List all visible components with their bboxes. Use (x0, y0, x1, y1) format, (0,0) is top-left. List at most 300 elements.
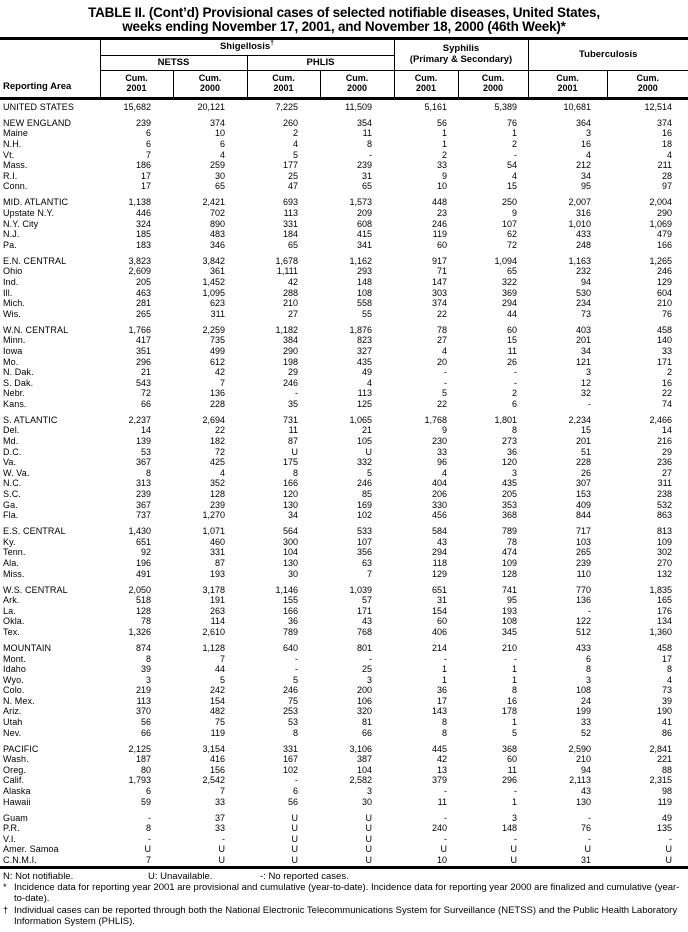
row-value-cell: 240 (431, 823, 447, 834)
row-value-cell: 370 (135, 706, 151, 717)
row-value-cell: - (444, 653, 447, 664)
column-header-cum-2001: Cum. 2001 (100, 70, 173, 98)
row-value-cell: 4 (441, 345, 447, 356)
row-value-cell: 33 (436, 160, 447, 171)
row-value-cell: 246 (656, 266, 673, 277)
row-value-cell: U (365, 812, 372, 823)
row-value-cell: 384 (282, 335, 298, 346)
row-area-label: Guam (3, 812, 28, 823)
table-row (0, 98, 688, 112)
row-value-cell: 8 (145, 823, 151, 834)
table-row (0, 118, 688, 129)
row-value-cell: 239 (575, 557, 591, 568)
row-value-cell: 290 (282, 345, 298, 356)
row-value-cell: 156 (209, 764, 225, 775)
row-value-cell: 155 (282, 595, 298, 606)
row-value-cell: 8 (145, 467, 151, 478)
row-value-cell: 3 (145, 674, 151, 685)
row-value-cell: 604 (656, 287, 673, 298)
row-value-cell: 415 (356, 229, 372, 240)
row-value-cell: 403 (575, 324, 591, 335)
row-value-cell: 1 (441, 139, 447, 150)
row-value-cell: 863 (656, 510, 673, 521)
table-row (0, 786, 688, 797)
row-value-cell: 374 (656, 117, 673, 128)
row-value-cell: 34 (580, 170, 591, 181)
row-value-cell: 332 (356, 457, 372, 468)
row-value-cell: 20,121 (197, 101, 225, 112)
row-value-cell: 813 (656, 526, 673, 537)
row-value-cell: 2,466 (649, 414, 673, 425)
row-value-cell: 564 (282, 526, 298, 537)
table-row (0, 754, 688, 765)
row-value-cell: - (514, 377, 517, 388)
table-row (0, 717, 688, 728)
row-value-cell: 206 (431, 489, 447, 500)
row-value-cell: 14 (140, 425, 151, 436)
row-value-cell: 4 (219, 467, 225, 478)
row-value-cell: - (514, 653, 517, 664)
table-row (0, 685, 688, 696)
column-header-cum-2001: Cum. 2001 (247, 70, 320, 98)
row-value-cell: 71 (436, 266, 447, 277)
row-area-label: R.I. (3, 170, 18, 181)
row-value-cell: 56 (140, 717, 151, 728)
column-header-cum-2000: Cum. 2000 (320, 70, 394, 98)
row-value-cell: 296 (135, 356, 151, 367)
row-value-cell: 1,326 (128, 626, 151, 637)
row-value-cell: 8 (145, 653, 151, 664)
column-header-cum-2000: Cum. 2000 (607, 70, 688, 98)
row-value-cell: 316 (575, 208, 591, 218)
row-value-cell: 43 (580, 786, 591, 797)
row-value-cell: 294 (501, 298, 517, 309)
dagger-marker: † (3, 904, 9, 916)
table-row (0, 834, 688, 845)
row-value-cell: 1,793 (128, 775, 151, 786)
row-value-cell: 75 (287, 695, 298, 706)
row-value-cell: 5 (292, 674, 298, 685)
row-value-cell: 65 (287, 239, 298, 250)
table-body (0, 98, 688, 867)
row-value-cell: 109 (656, 536, 673, 547)
row-value-cell: 10 (436, 181, 447, 192)
row-value-cell: U (291, 823, 298, 834)
row-value-cell: 234 (575, 298, 591, 309)
row-value-cell: 26 (506, 356, 517, 367)
row-value-cell: 22 (214, 425, 225, 436)
row-value-cell: 1 (441, 664, 447, 675)
row-value-cell: 87 (287, 436, 298, 447)
row-value-cell: 313 (135, 478, 151, 489)
row-value-cell: 5 (441, 388, 447, 399)
row-value-cell: 8 (511, 685, 517, 696)
table-row (0, 425, 688, 436)
row-value-cell: 435 (501, 478, 517, 489)
table-row (0, 813, 688, 824)
row-value-cell: 1,128 (202, 642, 225, 653)
row-value-cell: 205 (135, 276, 151, 287)
row-value-cell: 53 (287, 717, 298, 728)
column-header-cum-2000: Cum. 2000 (458, 70, 528, 98)
row-value-cell: 416 (209, 754, 225, 765)
row-value-cell: 307 (575, 478, 591, 489)
table-row (0, 489, 688, 500)
row-value-cell: U (365, 844, 372, 855)
table-row (0, 229, 688, 240)
row-value-cell: 9 (441, 425, 447, 436)
row-value-cell: 331 (282, 218, 298, 229)
row-value-cell: 27 (662, 467, 673, 478)
row-value-cell: 15 (580, 425, 591, 436)
row-value-cell: 367 (135, 499, 151, 510)
row-value-cell: - (222, 833, 225, 844)
row-value-cell: 1 (511, 796, 517, 807)
row-value-cell: - (295, 388, 298, 399)
row-value-cell: 3 (585, 367, 591, 378)
row-value-cell: 17 (662, 653, 673, 664)
table-row (0, 569, 688, 580)
table-row (0, 357, 688, 368)
row-value-cell: 368 (501, 743, 517, 754)
row-value-cell: 260 (282, 117, 298, 128)
row-value-cell: 113 (283, 208, 298, 218)
row-area-label: Tenn. (3, 547, 26, 558)
row-value-cell: 49 (662, 812, 673, 823)
table-row (0, 335, 688, 346)
row-area-label: Ind. (3, 276, 19, 287)
row-value-cell: 121 (575, 356, 591, 367)
row-value-cell: 42 (214, 367, 225, 378)
row-area-label: Ky. (3, 536, 16, 547)
row-value-cell: 105 (356, 436, 372, 447)
row-value-cell: 102 (282, 764, 298, 775)
row-value-cell: 346 (209, 239, 225, 250)
row-area-label: Ala. (3, 557, 19, 568)
table-row (0, 388, 688, 399)
row-value-cell: 72 (506, 239, 517, 250)
row-value-cell: 404 (431, 478, 447, 489)
row-area-label: Minn. (3, 335, 26, 346)
row-value-cell: 433 (575, 229, 591, 240)
row-value-cell: 108 (575, 685, 591, 696)
table-row (0, 197, 688, 208)
row-value-cell: - (444, 377, 447, 388)
table-row (0, 436, 688, 447)
row-value-cell: 166 (282, 605, 298, 616)
table-row (0, 855, 688, 867)
row-value-cell: 623 (209, 298, 225, 309)
row-value-cell: 409 (575, 499, 591, 510)
row-value-cell: U (440, 844, 447, 855)
row-value-cell: 890 (209, 218, 225, 229)
row-value-cell: 15 (506, 335, 517, 346)
row-value-cell: 201 (575, 335, 591, 346)
row-value-cell: 1 (511, 717, 517, 728)
row-value-cell: 1,111 (276, 266, 298, 277)
row-value-cell: 107 (501, 218, 517, 229)
table-row (0, 277, 688, 288)
row-value-cell: 300 (282, 536, 298, 547)
row-area-label: Kans. (3, 398, 27, 409)
row-area-label: Tex. (3, 626, 20, 637)
row-value-cell: U (144, 844, 151, 855)
row-value-cell: 16 (580, 139, 591, 150)
table-row (0, 616, 688, 627)
row-value-cell: 374 (431, 298, 447, 309)
table-row (0, 526, 688, 537)
row-value-cell: 2,004 (649, 197, 673, 208)
row-value-cell: 2,542 (202, 775, 225, 786)
row-value-cell: 59 (140, 796, 151, 807)
row-value-cell: 63 (361, 557, 372, 568)
row-value-cell: U (291, 812, 298, 823)
row-area-label: N. Mex. (3, 695, 35, 706)
row-value-cell: 136 (575, 595, 591, 606)
row-value-cell: 446 (135, 208, 151, 218)
footnote-dagger-text: Individual cases can be reported through both the National Electronic Telecommunications System for Surveillance (NETSS) and the Public Health Laboratory Information System (PHLIS). (14, 904, 678, 927)
row-value-cell: 209 (356, 208, 372, 218)
row-value-cell: 717 (575, 526, 591, 537)
row-area-label: E.S. CENTRAL (3, 526, 66, 537)
row-value-cell: 3 (366, 786, 372, 797)
row-value-cell: 86 (662, 727, 673, 738)
row-value-cell: 7 (145, 854, 151, 865)
row-area-label: Ariz. (3, 706, 22, 717)
row-value-cell: 1,162 (349, 255, 372, 266)
row-area-label: Fla. (3, 510, 19, 521)
row-value-cell: - (369, 653, 372, 664)
row-value-cell: 76 (580, 823, 591, 834)
row-value-cell: 4 (219, 149, 225, 160)
row-value-cell: 7 (366, 568, 372, 579)
notifiable-diseases-table (0, 37, 688, 869)
row-value-cell: 4 (511, 170, 517, 181)
table-row (0, 139, 688, 150)
row-value-cell: 167 (282, 754, 298, 765)
row-value-cell: 491 (135, 568, 151, 579)
table-row (0, 765, 688, 776)
row-value-cell: 917 (431, 255, 447, 266)
row-value-cell: 10,681 (563, 101, 591, 112)
row-area-label: Del. (3, 425, 20, 436)
row-value-cell: 88 (662, 764, 673, 775)
row-value-cell: 7 (219, 786, 225, 797)
row-value-cell: 176 (656, 605, 673, 616)
row-value-cell: 8 (441, 717, 447, 728)
row-value-cell: 154 (209, 695, 225, 706)
row-value-cell: 34 (287, 510, 298, 521)
table-row (0, 696, 688, 707)
row-value-cell: 23 (436, 208, 447, 218)
table-row (0, 823, 688, 834)
row-value-cell: 1,146 (275, 584, 298, 595)
row-value-cell: 106 (356, 695, 372, 706)
row-value-cell: 175 (282, 457, 298, 468)
row-value-cell: 530 (575, 287, 591, 298)
table-row (0, 447, 688, 458)
row-value-cell: 352 (209, 478, 225, 489)
row-area-label: MOUNTAIN (3, 642, 52, 653)
row-value-cell: 1 (511, 128, 517, 139)
row-value-cell: 322 (501, 276, 517, 287)
row-value-cell: 296 (501, 775, 517, 786)
row-value-cell: 57 (361, 595, 372, 606)
row-value-cell: 51 (580, 446, 591, 457)
row-value-cell: 7 (219, 653, 225, 664)
table-row (0, 208, 688, 219)
row-value-cell: 11 (288, 425, 298, 436)
row-value-cell: 2,125 (128, 743, 151, 754)
row-value-cell: 770 (575, 584, 591, 595)
row-value-cell: 30 (361, 796, 372, 807)
row-value-cell: - (295, 775, 298, 786)
row-value-cell: 74 (662, 398, 673, 409)
row-area-label: Va. (3, 457, 17, 468)
row-value-cell: 2,841 (649, 743, 673, 754)
row-value-cell: 341 (356, 239, 372, 250)
row-value-cell: 741 (501, 584, 517, 595)
row-value-cell: 10 (214, 128, 225, 139)
row-value-cell: 445 (431, 743, 447, 754)
row-value-cell: 12 (580, 377, 591, 388)
row-value-cell: 109 (501, 557, 517, 568)
row-value-cell: 3 (585, 128, 591, 139)
row-value-cell: 246 (282, 685, 298, 696)
row-value-cell: 182 (209, 436, 225, 447)
row-value-cell: 361 (209, 266, 225, 277)
row-value-cell: 134 (656, 616, 673, 627)
row-value-cell: 171 (356, 605, 372, 616)
row-value-cell: 1,095 (202, 287, 225, 298)
row-value-cell: 119 (432, 229, 447, 240)
row-area-label: P.R. (3, 823, 20, 834)
row-value-cell: 199 (575, 706, 591, 717)
row-area-label: Utah (3, 717, 23, 728)
row-value-cell: 65 (506, 266, 517, 277)
row-value-cell: 87 (214, 557, 225, 568)
row-value-cell: 246 (282, 377, 298, 388)
row-value-cell: 1,360 (649, 626, 673, 637)
row-value-cell: 191 (209, 595, 225, 606)
row-value-cell: - (588, 605, 591, 616)
row-value-cell: 22 (662, 388, 673, 399)
row-value-cell: - (588, 398, 591, 409)
row-value-cell: 148 (501, 823, 517, 834)
row-value-cell: - (148, 833, 151, 844)
row-value-cell: 801 (356, 642, 372, 653)
row-value-cell: 35 (287, 398, 298, 409)
row-value-cell: 42 (436, 754, 447, 765)
row-value-cell: 354 (356, 117, 372, 128)
row-area-label: V.I. (3, 833, 17, 844)
table-row (0, 219, 688, 230)
row-value-cell: 9 (441, 170, 447, 181)
row-value-cell: U (365, 854, 372, 865)
row-area-label: Miss. (3, 568, 25, 579)
row-value-cell: 499 (209, 345, 225, 356)
row-value-cell: 108 (356, 287, 372, 298)
row-value-cell: 210 (656, 298, 673, 309)
row-value-cell: 200 (356, 685, 372, 696)
row-value-cell: 94 (580, 764, 591, 775)
row-value-cell: 78 (436, 324, 447, 335)
column-header-reporting-area (0, 38, 100, 98)
row-value-cell: 1,163 (568, 255, 591, 266)
footnote-star (3, 883, 686, 904)
table-row (0, 298, 688, 309)
row-value-cell: 130 (575, 796, 591, 807)
row-value-cell: 10 (436, 854, 447, 865)
table-row (0, 256, 688, 267)
row-value-cell: 239 (135, 117, 151, 128)
row-value-cell: 66 (361, 727, 372, 738)
row-value-cell: 369 (501, 287, 517, 298)
row-value-cell: 5 (366, 467, 372, 478)
table-title-line1: TABLE II. (Cont’d) Provisional cases of selected notifiable diseases, United States, (88, 5, 600, 20)
row-value-cell: 874 (135, 642, 151, 653)
row-value-cell: 474 (501, 547, 517, 558)
row-value-cell: 463 (135, 287, 151, 298)
row-value-cell: 239 (209, 499, 225, 510)
row-value-cell: 460 (209, 536, 225, 547)
row-value-cell: 1 (511, 664, 517, 675)
row-value-cell: - (369, 149, 372, 160)
row-value-cell: 532 (656, 499, 673, 510)
row-value-cell: 1 (441, 128, 447, 139)
column-header-cum-2001: Cum. 2001 (528, 70, 607, 98)
table-row (0, 654, 688, 665)
row-value-cell: 139 (135, 436, 151, 447)
row-value-cell: 24 (580, 695, 591, 706)
table-row (0, 128, 688, 139)
row-value-cell: 33 (580, 717, 591, 728)
row-value-cell: 364 (575, 117, 591, 128)
row-value-cell: 76 (662, 308, 673, 319)
row-value-cell: 368 (501, 510, 517, 521)
row-value-cell: 238 (656, 489, 673, 500)
row-value-cell: - (514, 149, 517, 160)
row-value-cell: 3,842 (202, 255, 225, 266)
row-value-cell: 2,113 (569, 775, 591, 786)
row-value-cell: 8 (511, 425, 517, 436)
row-value-cell: 379 (431, 775, 447, 786)
row-value-cell: 190 (656, 706, 673, 717)
row-value-cell: 16 (662, 128, 673, 139)
row-value-cell: 246 (356, 478, 372, 489)
row-value-cell: U (665, 844, 673, 855)
row-value-cell: 171 (656, 356, 673, 367)
row-value-cell: 2,237 (128, 414, 151, 425)
row-value-cell: 367 (135, 457, 151, 468)
row-value-cell: 193 (209, 568, 225, 579)
table-row (0, 288, 688, 299)
row-value-cell: 417 (135, 335, 151, 346)
row-area-label: PACIFIC (3, 743, 39, 754)
row-value-cell: 7,225 (275, 101, 298, 112)
table-row (0, 585, 688, 596)
row-value-cell: 479 (656, 229, 673, 240)
row-value-cell: 29 (287, 367, 298, 378)
row-value-cell: U (291, 833, 298, 844)
row-value-cell: 263 (209, 605, 225, 616)
group-header-tuberculosis: Tuberculosis (528, 38, 688, 70)
row-value-cell: 33 (214, 823, 225, 834)
row-value-cell: 120 (282, 489, 298, 500)
row-value-cell: U (291, 844, 298, 855)
group-header-netss: NETSS (100, 55, 247, 70)
row-area-label: Mo. (3, 356, 19, 367)
